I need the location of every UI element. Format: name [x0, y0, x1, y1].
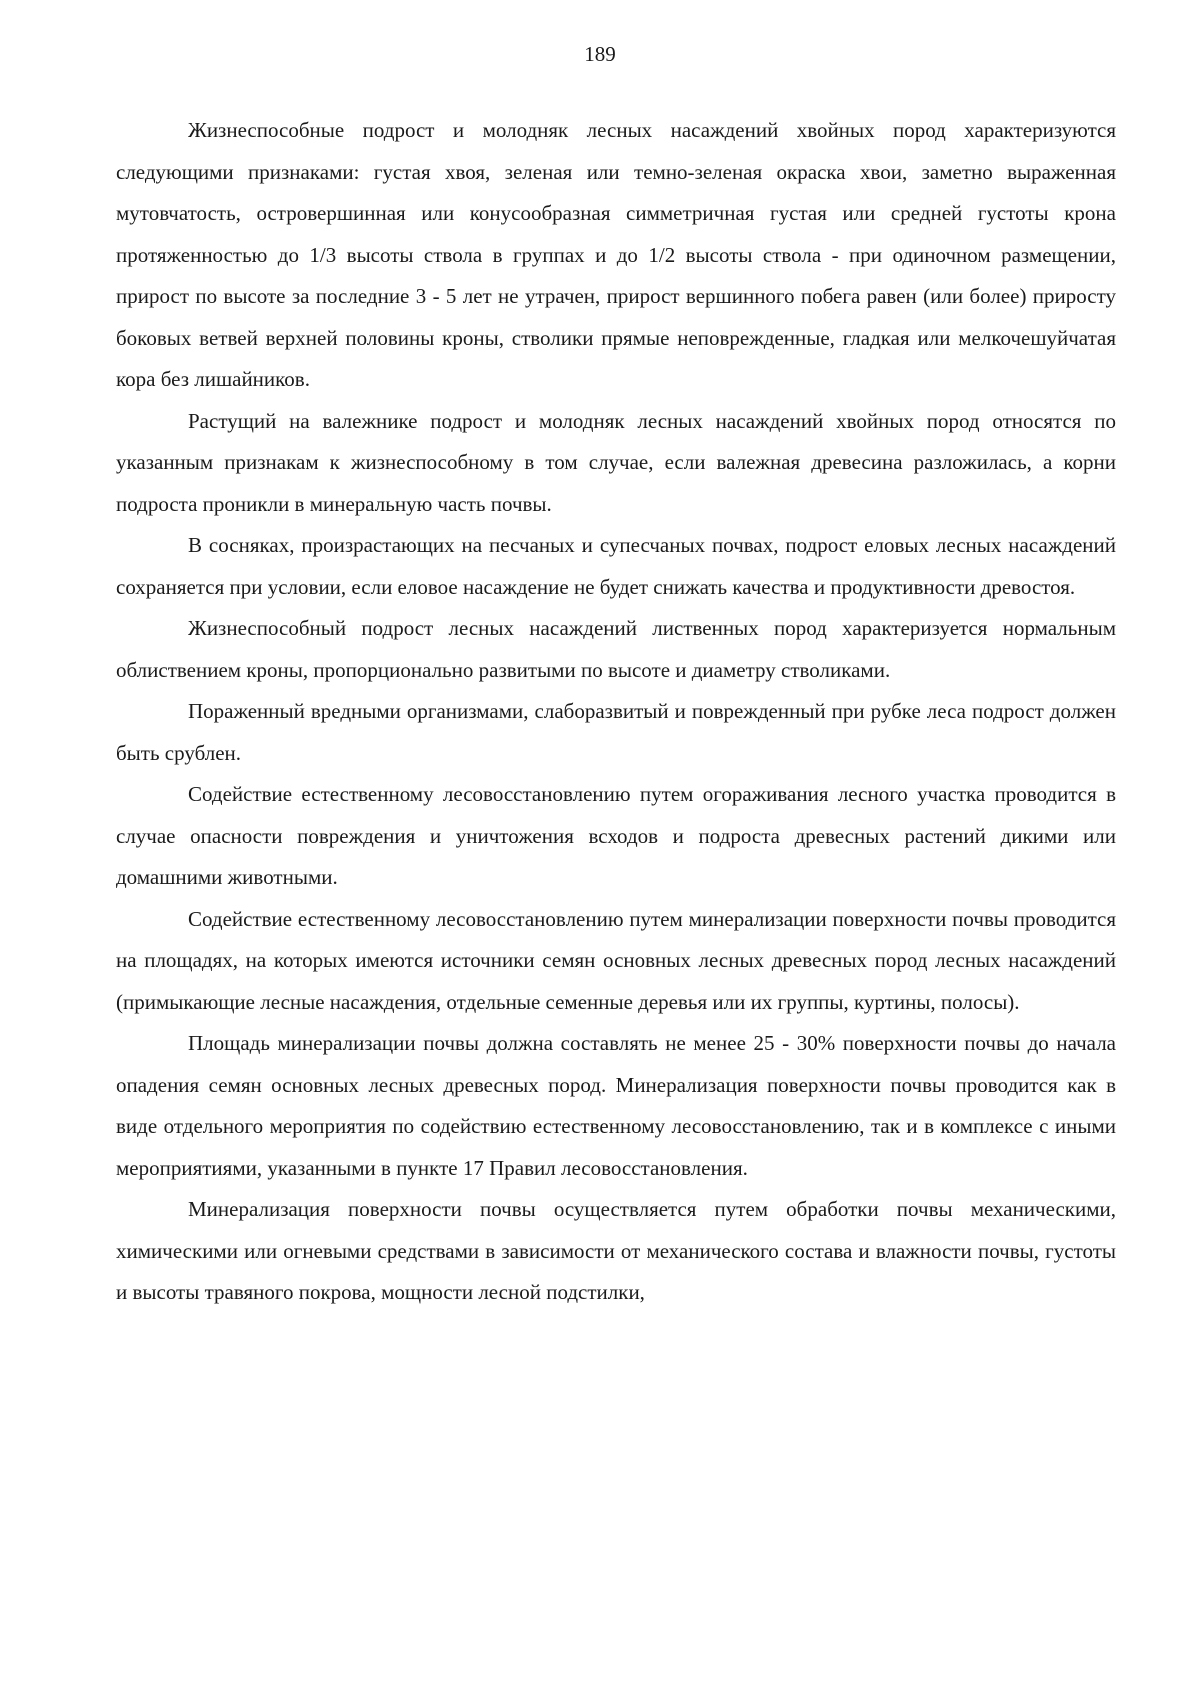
paragraph-deciduous-undergrowth: Жизнеспособный подрост лесных насаждений лиственных пород характеризуется нормальным облиствением кроны, пропорционально развитыми по высоте и диаметру стволиками.	[116, 616, 1116, 682]
paragraph-pine-stands: В сосняках, произрастающих на песчаных и супесчаных почвах, подрост еловых лесных насаждений сохраняется при условии, если еловое насаждение не будет снижать качества и продуктивности древостоя.	[116, 533, 1116, 599]
page-number: 189	[584, 42, 616, 66]
document-body	[116, 110, 1116, 1314]
paragraph-viable-conifer-undergrowth: Жизнеспособные подрост и молодняк лесных насаждений хвойных пород характеризуются следующими признаками: густая хвоя, зеленая или темно-зеленая окраска хвои, заметно выраженная мутовчатость, островершинная или конусообразная симметричная густая или средней густоты крона протяженностью до 1/3 высоты ствола в группах и до 1/2 высоты ствола - при одиночном размещении, прирост по высоте за последние 3 - 5 лет не утрачен, прирост вершинного побега равен (или более) приросту боковых ветвей верхней половины кроны, стволики прямые неповрежденные, гладкая или мелкочешуйчатая кора без лишайников.	[116, 118, 1116, 391]
paragraph-mineralization-area: Площадь минерализации почвы должна составлять не менее 25 - 30% поверхности почвы до начала опадения семян основных лесных древесных пород. Минерализация поверхности почвы проводится как в виде отдельного мероприятия по содействию естественному лесовосстановлению, так и в комплексе с иными мероприятиями, указанными в пункте 17 Правил лесовосстановления.	[116, 1031, 1116, 1180]
paragraph-mineralization-methods: Минерализация поверхности почвы осуществляется путем обработки почвы механическими, химическими или огневыми средствами в зависимости от механического состава и влажности почвы, густоты и высоты травяного покрова, мощности лесной подстилки,	[116, 1197, 1116, 1304]
paragraph-soil-mineralization: Содействие естественному лесовосстановлению путем минерализации поверхности почвы проводится на площадях, на которых имеются источники семян основных лесных древесных пород лесных насаждений (примыкающие лесные насаждения, отдельные семенные деревья или их группы, куртины, полосы).	[116, 906, 1116, 1014]
paragraph-fencing: Содействие естественному лесовосстановлению путем огораживания лесного участка проводится в случае опасности повреждения и уничтожения всходов и подроста древесных растений дикими или домашними животными.	[116, 782, 1116, 889]
paragraph-damaged-undergrowth: Пораженный вредными организмами, слаборазвитый и поврежденный при рубке леса подрост должен быть срублен.	[116, 699, 1116, 765]
paragraph-deadwood-undergrowth: Растущий на валежнике подрост и молодняк лесных насаждений хвойных пород относятся по указанным признакам к жизнеспособному в том случае, если валежная древесина разложилась, а корни подроста проникли в минеральную часть почвы.	[116, 408, 1116, 516]
